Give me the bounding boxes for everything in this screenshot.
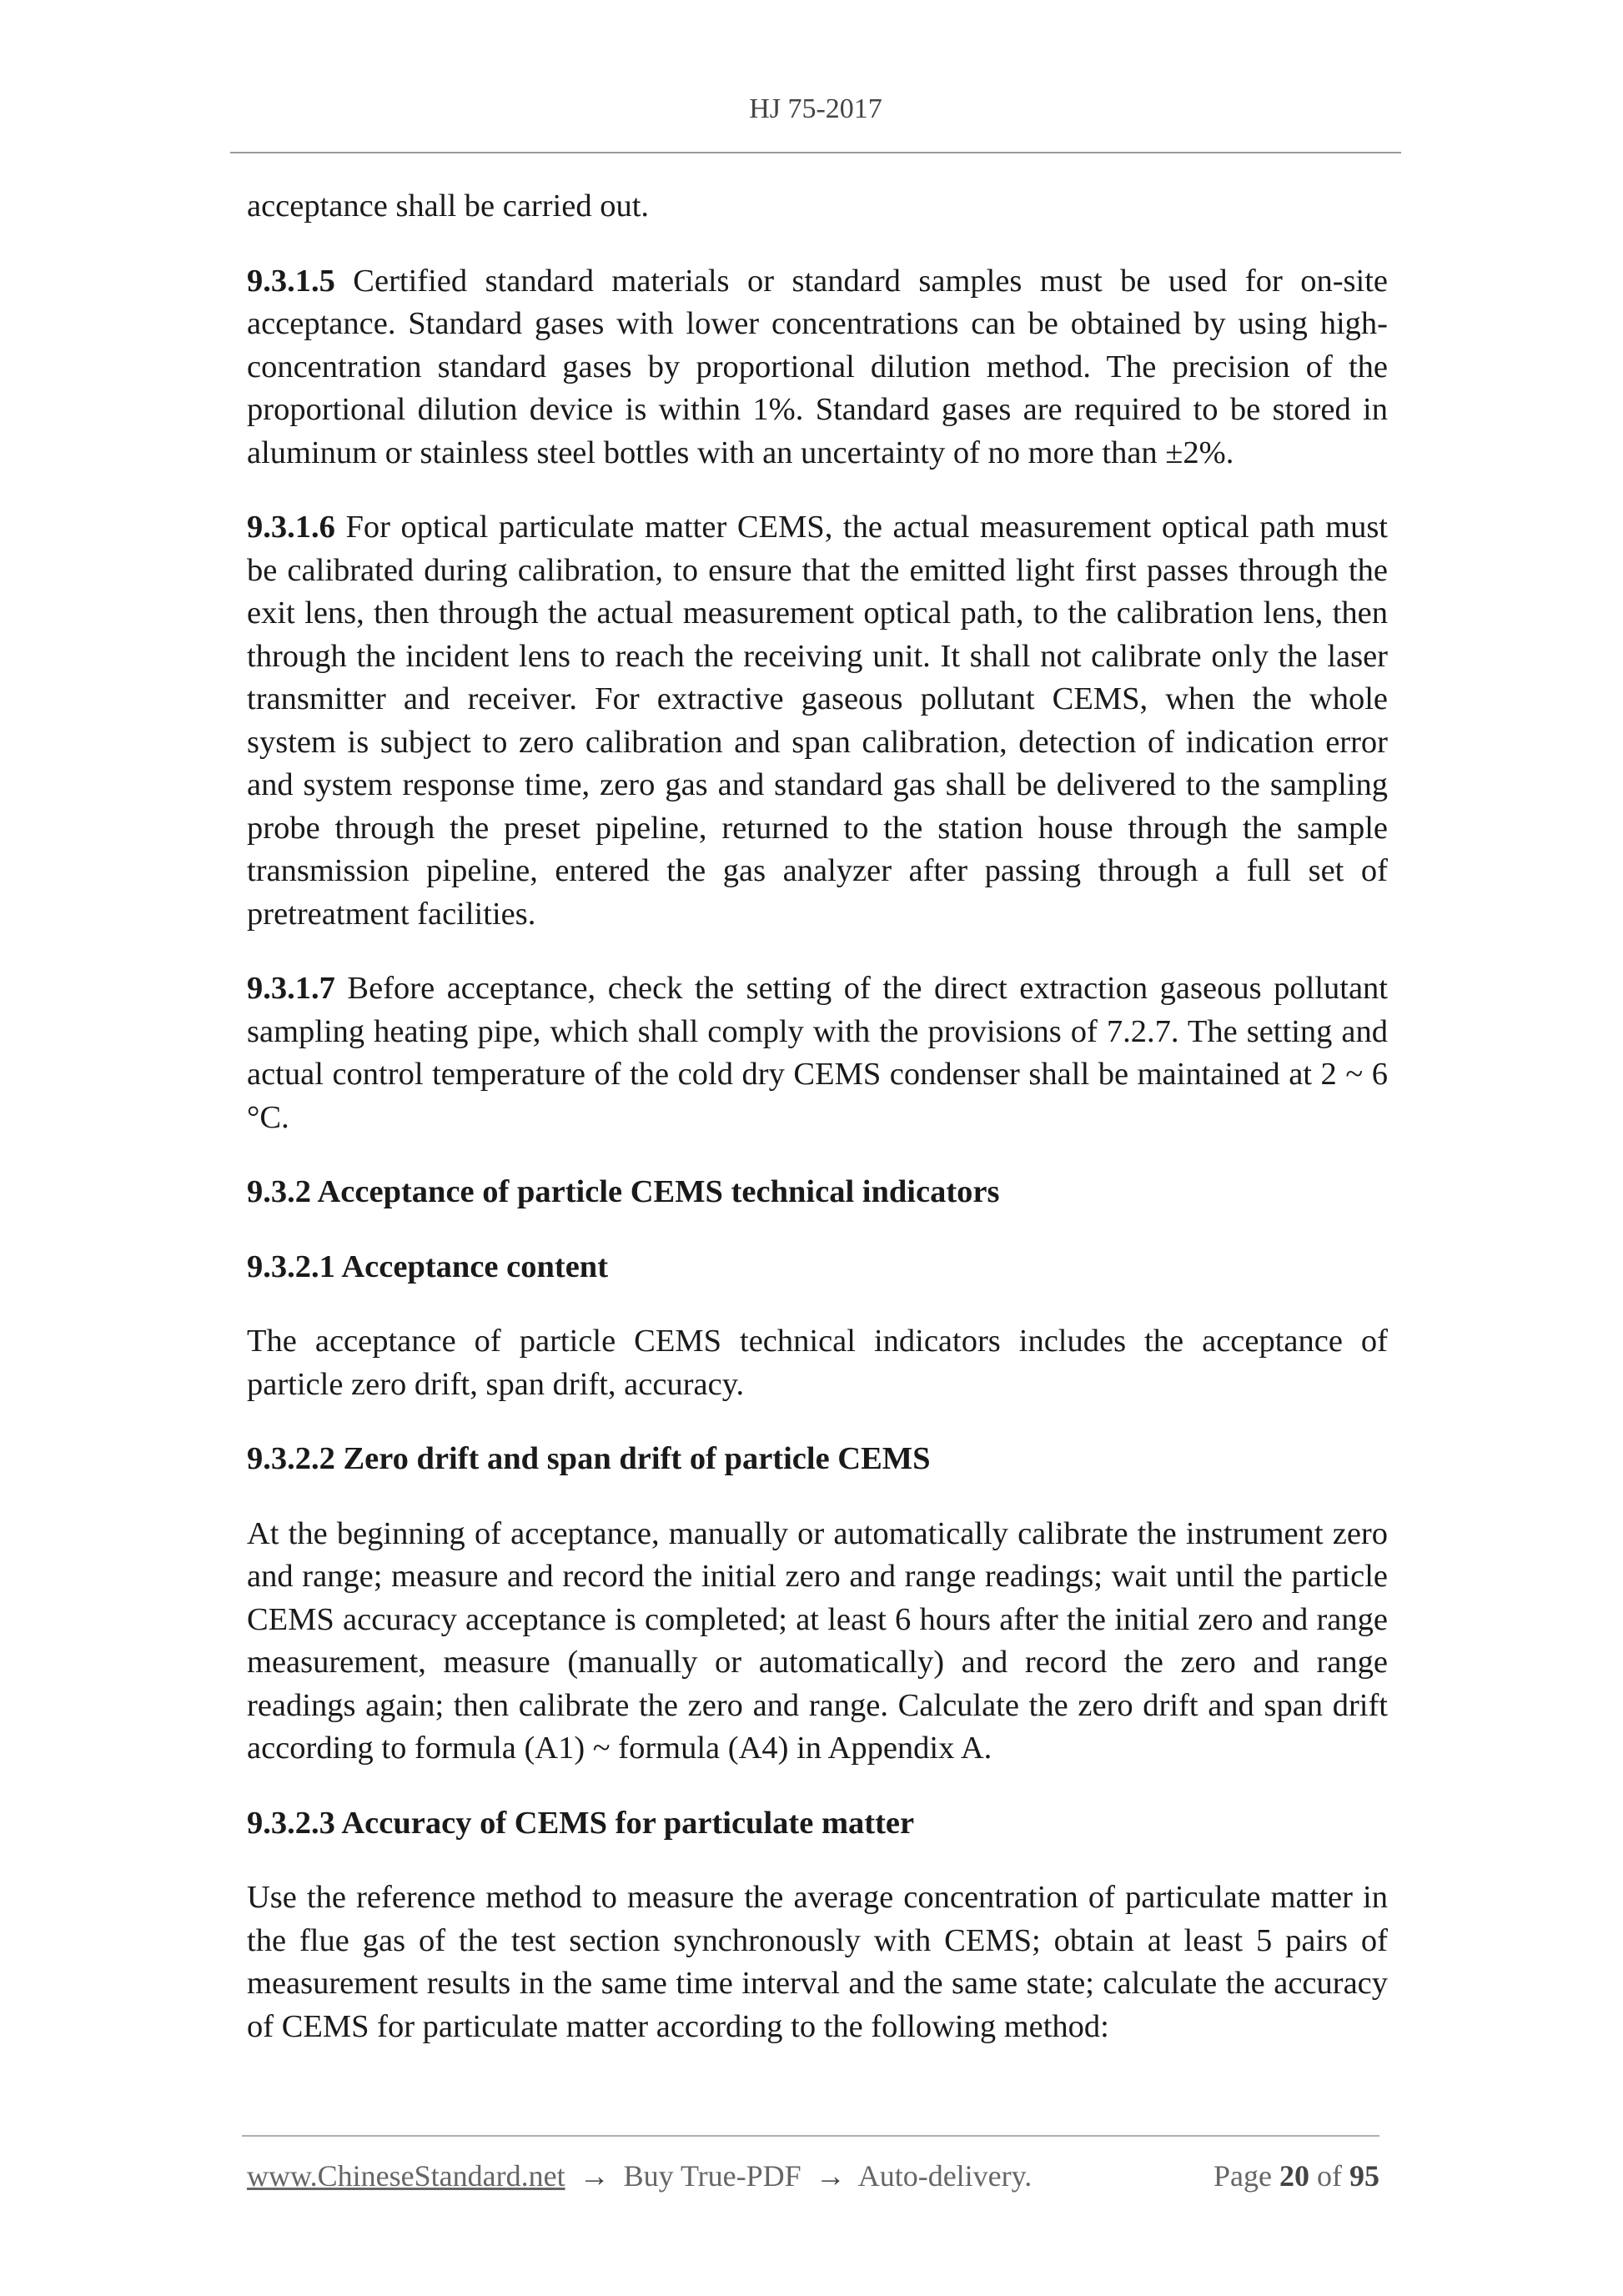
clause-text: Before acceptance, check the setting of the direct extraction gaseous pollutant sampling heating pipe, which shall comply with the provisions of 7.2.7. The setting and actual control temperature of the cold dry CEMS condenser shall be maintained at 2 ~ 6 °C. — [247, 971, 1388, 1135]
page-footer — [247, 2158, 1379, 2200]
page-header — [230, 93, 1401, 125]
paragraph-accuracy: Use the reference method to measure the average concentration of particulate matter in the flue gas of the test section synchronously with CEMS; obtain at least 5 pairs of measurement results in the same time interval and the same state; calculate the accuracy of CEMS for particulate matter according to the following method: — [247, 1880, 1388, 2044]
page-number — [1213, 2158, 1379, 2193]
clause-text: For optical particulate matter CEMS, the actual measurement optical path must be calibrated during calibration, to ensure that the emitted light first passes through the exit lens, then through the actual measurement optical path, to the calibration lens, then through the incident lens to reach the receiving unit. It shall not calibrate only the laser transmitter and receiver. For extractive gaseous pollutant CEMS, when the whole system is subject to zero calibration and span calibration, detection of indication error and system response time, zero gas and standard gas shall be delivered to the sampling probe through the preset pipeline, returned to the station house through the sample transmission pipeline, entered the gas analyzer after passing through a full set of pretreatment facilities. — [247, 510, 1388, 932]
section-heading-9-3-2-3: 9.3.2.3 Accuracy of CEMS for particulate matter — [247, 1805, 915, 1841]
clause-text: Certified standard materials or standard samples must be used for on-site acceptance. Standard gases with lower concentrations can be obtained by using high-concentration standard gases by proportional dilution method. The precision of the proportional dilution device is within 1%. Standard gases are required to be stored in aluminum or stainless steel bottles with an uncertainty of no more than ±2%. — [247, 263, 1388, 470]
paragraph-acceptance-content: The acceptance of particle CEMS technical indicators includes the acceptance of particle zero drift, span drift, accuracy. — [247, 1324, 1388, 1402]
buy-pdf-text: Buy True-PDF — [623, 2159, 801, 2193]
section-heading-9-3-2: 9.3.2 Acceptance of particle CEMS technical indicators — [247, 1174, 1000, 1209]
clause-9-3-1-7 — [247, 967, 1388, 1139]
document-id: HJ 75-2017 — [749, 93, 882, 124]
paragraph-zero-span-drift: At the beginning of acceptance, manually or automatically calibrate the instrument zero and range; measure and record the initial zero and range readings; wait until the particle CEMS accuracy acceptance is completed; at least 6 hours after the initial zero and range measurement, measure (manually or automatically) and record the zero and range readings again; then calibrate the zero and range. Calculate the zero drift and span drift according to formula (A1) ~ formula (A4) in Appendix A. — [247, 1515, 1388, 1766]
document-body — [247, 185, 1388, 2080]
clause-number: 9.3.1.5 — [247, 263, 335, 299]
of-label: of — [1317, 2159, 1342, 2193]
clause-number: 9.3.1.6 — [247, 510, 335, 545]
paragraph-continuation: acceptance shall be carried out. — [247, 188, 650, 224]
clause-number: 9.3.1.7 — [247, 971, 335, 1006]
auto-delivery-text: Auto-delivery. — [857, 2159, 1033, 2193]
section-heading-9-3-2-2: 9.3.2.2 Zero drift and span drift of particle CEMS — [247, 1441, 931, 1476]
clause-9-3-1-5 — [247, 260, 1388, 475]
header-divider — [230, 152, 1401, 153]
arrow-right-icon: → — [579, 2159, 610, 2193]
page-label: Page — [1213, 2159, 1272, 2193]
website-link[interactable]: www.ChineseStandard.net — [247, 2159, 565, 2193]
arrow-right-icon: → — [815, 2159, 846, 2193]
footer-promo — [247, 2158, 1032, 2193]
clause-9-3-1-6 — [247, 506, 1388, 936]
footer-divider — [242, 2135, 1379, 2137]
current-page: 20 — [1279, 2159, 1309, 2193]
total-pages: 95 — [1349, 2159, 1379, 2193]
section-heading-9-3-2-1: 9.3.2.1 Acceptance content — [247, 1248, 609, 1284]
